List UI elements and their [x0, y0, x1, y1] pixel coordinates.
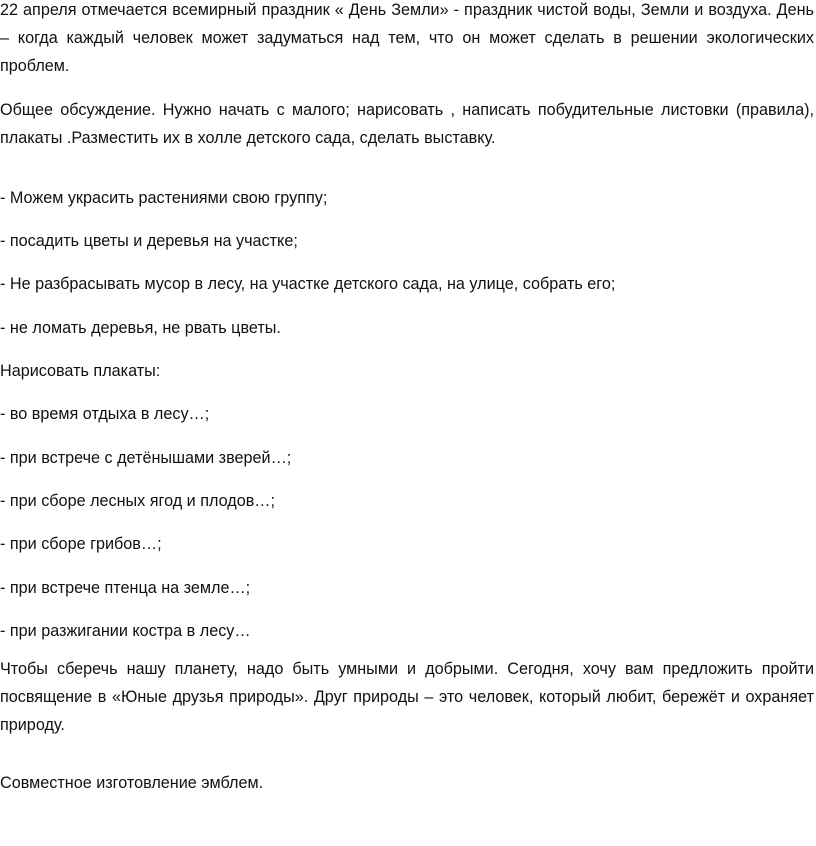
action-item: - не ломать деревья, не рвать цветы.	[0, 319, 281, 338]
final-line: Совместное изготовление эмблем.	[0, 774, 264, 793]
action-item: - посадить цветы и деревья на участке;	[0, 232, 298, 251]
intro-paragraph: 22 апреля отмечается всемирный праздник « День Земли» - праздник чистой воды, Земли и воздуха. День – когда каждый человек может задуматься над тем, что он может сделать в решении экологических проблем.	[0, 1, 814, 75]
poster-item: - при разжигании костра в лесу…	[0, 622, 251, 641]
poster-item: - при сборе лесных ягод и плодов…;	[0, 492, 275, 511]
action-item: - Можем украсить растениями свою группу;	[0, 189, 328, 208]
poster-item: - при сборе грибов…;	[0, 535, 162, 554]
posters-heading: Нарисовать плакаты:	[0, 362, 161, 381]
poster-item: - при встрече с детёнышами зверей…;	[0, 449, 292, 468]
closing-paragraph: Чтобы сберечь нашу планету, надо быть умными и добрыми. Сегодня, хочу вам предложить пройти посвящение в «Юные друзья природы». Друг природы – это человек, который любит, бережёт и охраняет природу.	[0, 660, 814, 734]
poster-item: - при встрече птенца на земле…;	[0, 579, 251, 598]
poster-item: - во время отдыха в лесу…;	[0, 405, 210, 424]
discussion-paragraph: Общее обсуждение. Нужно начать с малого; нарисовать , написать побудительные листовки (правила), плакаты .Разместить их в холле детского сада, сделать выставку.	[0, 101, 814, 147]
action-item: - Не разбрасывать мусор в лесу, на участке детского сада, на улице, собрать его;	[0, 275, 616, 294]
